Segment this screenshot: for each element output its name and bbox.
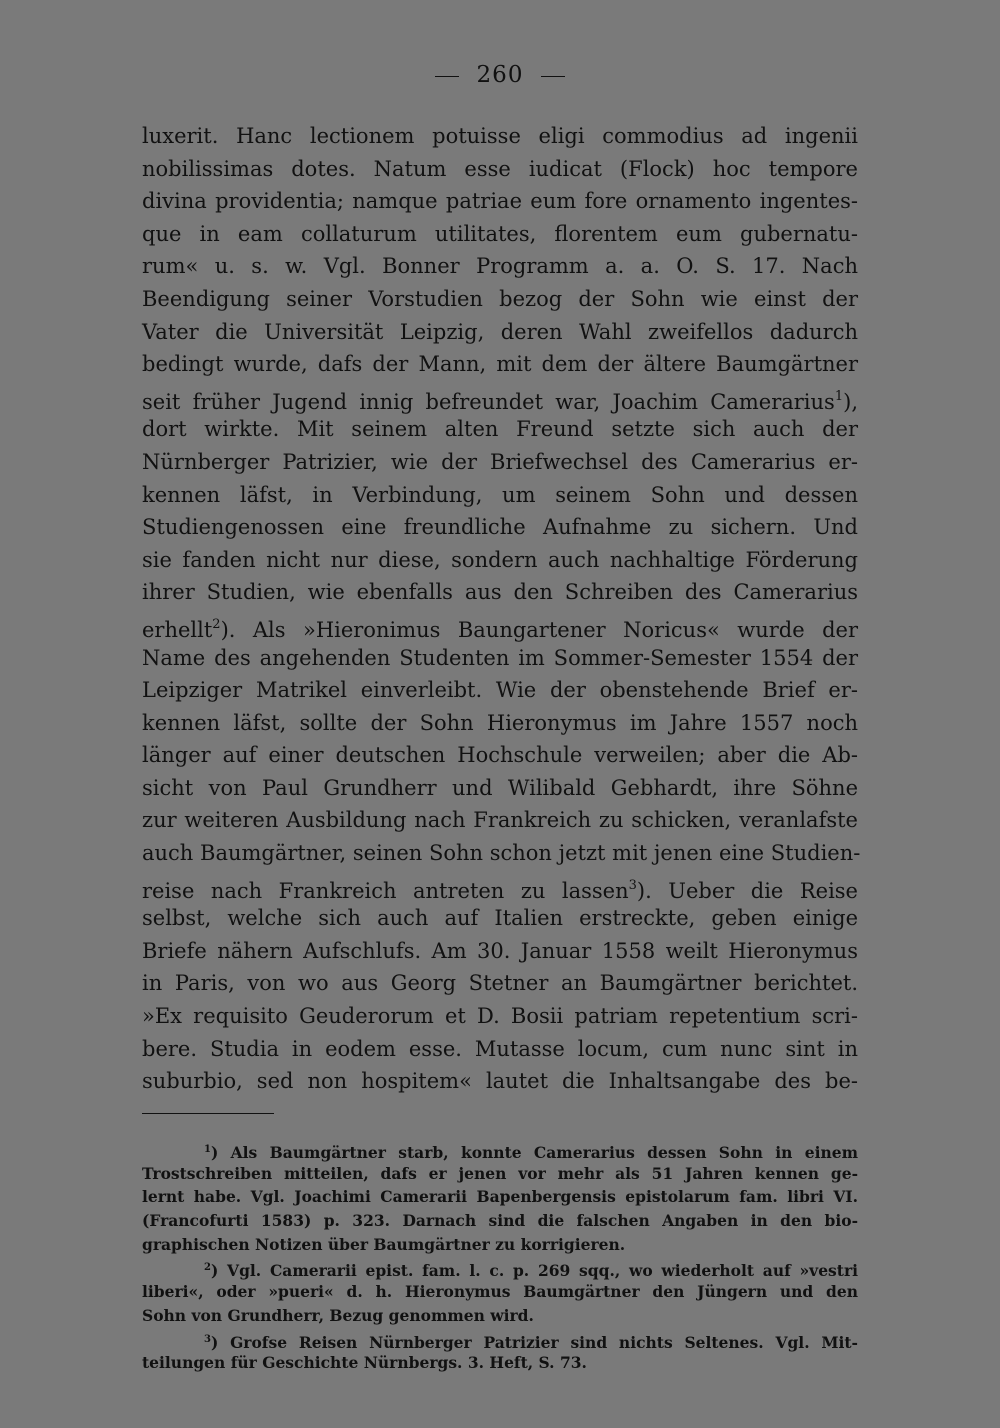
footnote-line-text: ) Vgl. Camerarii epist. fam. l. c. p. 269 sqq., wo wiederholt auf »vestri <box>210 1261 858 1281</box>
footnote-marker: 1 <box>204 1144 211 1155</box>
body-line: divina providentia; namque patriae eum fore ornamento ingentes- <box>142 189 858 214</box>
body-line: selbst, welche sich auch auf Italien erstreckte, geben einige <box>142 906 858 931</box>
footnote-line: teilungen für Geschichte Nürnbergs. 3. Heft, S. 73. <box>142 1353 587 1373</box>
body-line: sicht von Paul Grundherr und Wilibald Gebhardt, ihre Söhne <box>142 775 858 800</box>
body-line: kennen läfst, in Verbindung, um seinem Sohn und dessen <box>142 482 858 507</box>
body-line: kennen läfst, sollte der Sohn Hieronymus im Jahre 1557 noch <box>142 710 858 735</box>
footnote-line: liberi«, oder »pueri« d. h. Hieronymus Baumgärtner den Jüngern und den <box>142 1282 858 1302</box>
right-dash <box>541 76 565 77</box>
body-line: in Paris, von wo aus Georg Stetner an Baumgärtner berichtet. <box>142 971 858 996</box>
body-line: länger auf einer deutschen Hochschule verweilen; aber die Ab- <box>142 743 858 768</box>
body-line: bere. Studia in eodem esse. Mutasse locum, cum nunc sint in <box>142 1036 858 1061</box>
body-line: dort wirkte. Mit seinem alten Freund setzte sich auch der <box>142 417 858 442</box>
page-number <box>0 62 1000 88</box>
body-line-text: erhellt <box>142 617 213 642</box>
body-line: sie fanden nicht nur diese, sondern auch nachhaltige Förderung <box>142 547 858 572</box>
footnote-line: Sohn von Grundherr, Bezug genommen wird. <box>142 1305 534 1325</box>
footnote-marker: 3 <box>204 1333 211 1345</box>
body-line: rum« u. s. w. Vgl. Bonner Programm a. a. O. S. 17. Nach <box>142 254 858 279</box>
footnote-line <box>142 1138 858 1162</box>
body-line <box>142 381 858 414</box>
body-line-text: reise nach Frankreich antreten zu lassen <box>142 878 629 903</box>
footnote-line: (Francofurti 1583) p. 323. Darnach sind die falschen Angaben in den bio- <box>142 1211 858 1231</box>
body-line: zur weiteren Ausbildung nach Frankreich zu schicken, veranlafste <box>142 808 858 833</box>
body-line-tail: ), <box>843 389 858 414</box>
body-line: ihrer Studien, wie ebenfalls aus den Schreiben des Camerarius <box>142 580 858 605</box>
body-line: suburbio, sed non hospitem« lautet die Inhaltsangabe des be- <box>142 1069 858 1094</box>
footnote-ref: 3 <box>628 877 637 893</box>
body-line-text: seit früher Jugend innig befreundet war, Joachim Camerarius <box>142 389 835 414</box>
body-line-tail: ). Als »Hieronimus Baungartener Noricus« wurde der <box>220 617 858 642</box>
footnote-marker: 2 <box>204 1262 211 1274</box>
body-line <box>142 870 858 903</box>
body-text <box>142 120 861 1098</box>
body-line: que in eam collaturum utilitates, florentem eum gubernatu- <box>142 221 858 246</box>
footnote-line: graphischen Notizen über Baumgärtner zu korrigieren. <box>142 1234 626 1254</box>
footnote-ref: 2 <box>212 616 221 632</box>
footnote-line <box>142 1256 858 1280</box>
footnote-line: Trostschreiben mitteilen, dafs er jenen vor mehr als 51 Jahren kennen ge- <box>142 1163 858 1183</box>
footnote-line-text: ) Als Baumgärtner starb, konnte Camerarius dessen Sohn in einem <box>210 1143 858 1162</box>
body-line <box>142 609 858 642</box>
body-line: luxerit. Hanc lectionem potuisse eligi commodius ad ingenii <box>142 124 858 148</box>
body-line: nobilissimas dotes. Natum esse iudicat (Flock) hoc tempore <box>142 156 858 181</box>
footnote-line <box>142 1328 858 1352</box>
footnote-ref: 1 <box>834 388 844 404</box>
body-line: »Ex requisito Geuderorum et D. Bosii patriam repetentium scri- <box>142 1004 858 1029</box>
body-line: Name des angehenden Studenten im Sommer-Semester 1554 der <box>142 645 858 670</box>
body-line: Studiengenossen eine freundliche Aufnahme zu sichern. Und <box>142 515 858 540</box>
footnote-line-text: ) Grofse Reisen Nürnberger Patrizier sind nichts Seltenes. Vgl. Mit- <box>210 1332 858 1352</box>
body-line: bedingt wurde, dafs der Mann, mit dem der ältere Baumgärtner <box>142 352 858 377</box>
body-line: Nürnberger Patrizier, wie der Briefwechsel des Camerarius er- <box>142 449 858 474</box>
body-line-tail: ). Ueber die Reise <box>636 878 858 903</box>
footnote-line: lernt habe. Vgl. Joachimi Camerarii Bapenbergensis epistolarum fam. libri VI. <box>142 1187 858 1207</box>
body-line: Beendigung seiner Vorstudien bezog der Sohn wie einst der <box>142 286 858 311</box>
page-number-text: 260 <box>476 62 524 88</box>
footnote-divider <box>142 1113 274 1114</box>
body-line: Briefe nähern Aufschlufs. Am 30. Januar 1558 weilt Hieronymus <box>142 938 858 963</box>
body-line: auch Baumgärtner, seinen Sohn schon jetzt mit jenen eine Studien- <box>142 841 861 866</box>
left-dash <box>435 76 459 77</box>
footnotes <box>142 1138 858 1375</box>
body-line: Leipziger Matrikel einverleibt. Wie der obenstehende Brief er- <box>142 678 858 703</box>
body-line: Vater die Universität Leipzig, deren Wahl zweifellos dadurch <box>142 319 858 344</box>
